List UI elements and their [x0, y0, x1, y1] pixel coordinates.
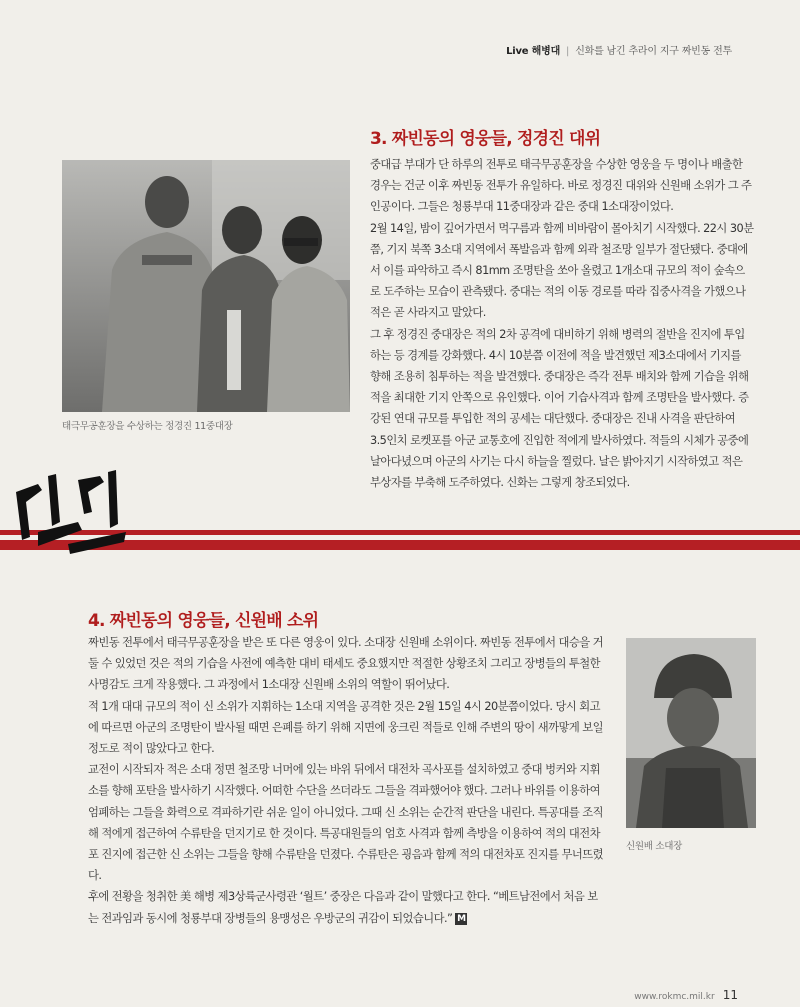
calligraphy-logo: [8, 462, 128, 566]
paragraph: 적 1개 대대 규모의 적이 신 소위가 지휘하는 1소대 지역을 공격한 것은 2월 15일 4시 20분쯤이었다. 당시 회고에 따르면 아군의 조명탄이 발사될 때면 은폐를 하기 위해 지면에 웅크린 적들로 인해 주변의 땅이 새까맣게 보일 정도로 적이 많았다고 한다.: [88, 699, 603, 756]
section4-body: [88, 632, 604, 929]
section3-heading: 3. 짜빈동의 영웅들, 정경진 대위: [370, 129, 601, 149]
paragraph: 2월 14일, 밤이 깊어가면서 먹구름과 함께 비바람이 몰아치기 시작했다. 22시 30분쯤, 기지 북쪽 3소대 지역에서 폭발음과 함께 외곽 철조망 일부가 절단됐다. 중대에서 이를 파악하고 즉시 81mm 조명탄을 쏘아 올렸고 1개소대 규모의 적이 숲속으로 도주하는 모습이 관측됐다. 중대는 적의 이동 경로를 따라 집중사격을 가했으나 적은 곧 사라지고 말았다.: [370, 221, 754, 320]
medal-ceremony-photo: [62, 160, 350, 412]
article-title: 신화를 남긴 추라이 지구 짜빈동 전투: [575, 46, 732, 57]
header-separator: |: [566, 46, 570, 57]
paragraph: 교전이 시작되자 적은 소대 정면 철조망 너머에 있는 바위 뒤에서 대전차 곡사포를 설치하였고 중대 벙커와 지휘소를 향해 포탄을 발사하기 시작했다. 어떠한 수단을 쓰더라도 그들을 격파했어야 했다. 그러나 바위를 이용하여 엄폐하는 그들을 화력으로 격파하기란 쉬운 일이 아니었다. 그때 신 소위는 순간적 판단을 내린다. 특공대를 조직해 적에게 접근하여 수류탄을 던지기로 한 것이다. 특공대원들의 엄호 사격과 함께 측방을 이용하여 적의 대전차포 진지에 접근한 신 소위는 그들을 향해 수류탄을 던졌다. 수류탄은 굉음과 함께 적의 대전차포 진지를 무너뜨렸다.: [88, 763, 603, 883]
soldier-portrait-image: [626, 638, 756, 828]
photo-caption-section3: 태극무공훈장을 수상하는 정경진 11중대장: [62, 421, 233, 432]
calligraphy-brush-art: [8, 462, 128, 562]
paragraph: 중대급 부대가 단 하루의 전투로 태극무공훈장을 수상한 영웅을 두 명이나 배출한 경우는 건군 이후 짜빈동 전투가 유일하다. 바로 정경진 대위와 신원배 소위가 그 주인공이다. 그들은 청룡부대 11중대장과 같은 중대 1소대장이었다.: [370, 158, 752, 214]
section4-heading: 4. 짜빈동의 영웅들, 신원배 소위: [88, 611, 319, 631]
section3-body: [370, 154, 754, 493]
paragraph: [88, 886, 604, 928]
paragraph: 그 후 정경진 중대장은 적의 2차 공격에 대비하기 위해 병력의 절반을 진지에 투입하는 등 경계를 강화했다. 4시 10분쯤 이전에 적을 발견했던 제3소대에서 기지를 향해 조용히 침투하는 적을 발견했다. 중대장은 즉각 전투 배치와 함께 기습을 위해 적을 최대한 기지 안쪽으로 유인했다. 이어 기습사격과 함께 조명탄을 발사했다. 증강된 연대 규모를 투입한 적의 공세는 대단했다. 중대장은 진내 사격을 판단하여 3.5인치 로켓포를 아군 교통호에 진입한 적에게 발사하였다. 적들의 시체가 공중에 날아다녔으며 아군의 사기는 다시 하늘을 찔렀다. 날은 밝아지기 시작하였고 적은 부상자를 부축해 도주하였다. 신화는 그렇게 창조되었다.: [370, 327, 749, 490]
paragraph: 짜빈동 전투에서 태극무공훈장을 받은 또 다른 영웅이 있다. 소대장 신원배 소위이다. 짜빈동 전투에서 대승을 거둘 수 있었던 것은 적의 기습을 사전에 예측한 대비 태세도 중요했지만 적절한 상황조치 그리고 장병들의 투철한 사명감도 크게 작용했다. 그 과정에서 1소대장 신원배 소위의 역할이 뛰어났다.: [88, 636, 603, 692]
page-footer: [634, 988, 738, 1002]
end-mark: M: [457, 913, 466, 924]
closing-text: 후에 전황을 청취한 美 해병 제3상륙군사령관 ‘월트’ 중장은 다음과 같이 말했다고 한다. “베트남전에서 처음 보는 전과임과 동시에 청룡부대 장병들의 용맹성은 우방군의 귀감이 되었습니다.”: [88, 890, 598, 925]
section-label: Live 해병대: [506, 46, 561, 57]
medal-ceremony-image: [62, 160, 350, 412]
page-number: 11: [722, 988, 738, 1002]
photo-caption-section4: 신원배 소대장: [626, 841, 682, 852]
site-url: www.rokmc.mil.kr: [634, 992, 715, 1002]
running-header: [506, 42, 732, 57]
shin-portrait-photo: [626, 638, 756, 828]
